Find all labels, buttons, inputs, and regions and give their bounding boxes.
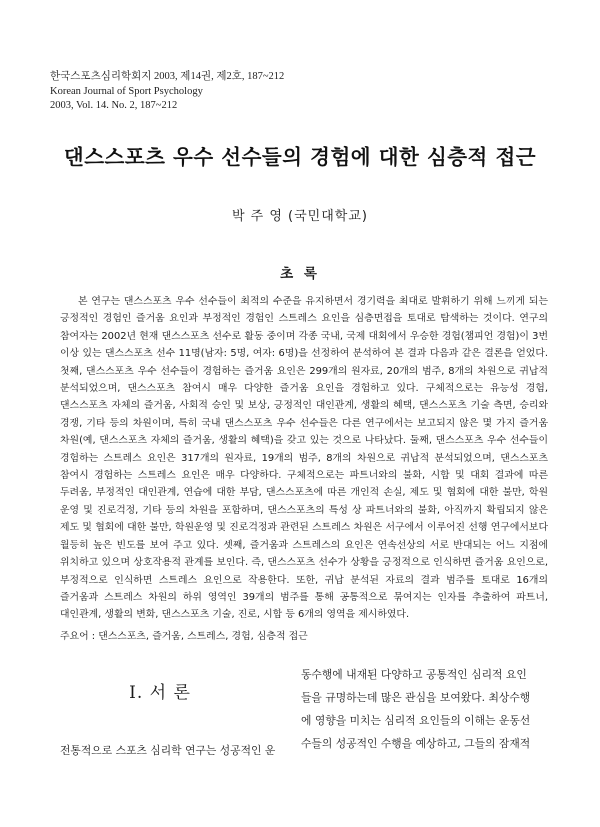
journal-volume-info: 2003, Vol. 14. No. 2, 187~212 bbox=[50, 100, 178, 111]
intro-line: 수들의 성공적인 수행을 예상하고, 그들의 잠재적 bbox=[301, 737, 531, 750]
author-affiliation: 박 주 영 (국민대학교) bbox=[231, 209, 368, 224]
journal-citation-korean: 한국스포츠심리학회지 2003, 제14권, 제2호, 187~212 bbox=[50, 71, 285, 82]
paper-title: 댄스스포츠 우수 선수들의 경험에 대한 심층적 접근 bbox=[63, 145, 537, 169]
abstract-body: 본 연구는 댄스스포츠 우수 선수들이 최적의 수준을 유지하면서 경기력을 최대로 발휘하기 위해 느끼게 되는 긍정적인 경험인 즐거움 요인과 부정적인 경험인 스트레스 요인을 심층면접을 토대로 탐색하는 것이다. 연구의 참여자는 2002년 현재 댄스스포츠 선수로 활동 중이며 각종 국내, 국제 대회에서 우승한 경험(챔피언 경험)이 3번 이상 있는 댄스스포츠 선수 11명(남자: 5명, 여자: 6명)을 선정하여 분석하여 본 결과 다음과 같은 결론을 얻었다. 첫째, 댄스스포츠 우수 선수들이 경험하는 즐거움 요인은 299개의 원자료, 20개의 범주, 8개의 차원으로 귀납적 분석되었으며, 댄스스포츠 참여시 매우 다양한 즐거움 요인을 경험하고 있다. 구체적으로는 유능성 경험, 댄스스포츠 자체의 즐거움, 사회적 승인 및 보상, 긍정적인 대인관계, 생활의 혜택, 댄스스포츠 기술 측면, 승리와 경쟁, 기타 등의 차원이며, 특히 국내 댄스스포츠 우수 선수들은 다른 연구에서는 보고되지 않은 몇 가지 즐거움 차원(예, 댄스스포츠 자체의 즐거움, 생활의 혜택)을 갖고 있는 것으로 나타났다. 둘째, 댄스스포츠 우수 선수들이 경험하는 스트레스 요인은 317개의 원자료, 19개의 범주, 8개의 차원으로 귀납적 분석되었으며, 댄스스포츠 참여시 경험하는 스트레스 요인은 매우 다양하다. 구체적으로는 파트너와의 불화, 시합 및 대회 결과에 따른 두려움, 부정적인 대인관계, 연습에 대한 부담, 댄스스포츠에 따른 개인적 손실, 제도 및 협회에 대한 불만, 학원 운영 및 진로걱정, 기타 등의 차원을 포함하며, 댄스스포츠의 특성 상 파트너와의 불화, 아직까지 확립되지 않은 제도 및 협회에 대한 불만, 학원운영 및 진로걱정과 관련된 스트레스 차원은 서구에서 이루어진 선행 연구에서보다 월등히 높은 빈도를 보여 주고 있다. 셋째, 즐거움과 스트레스의 요인은 연속선상의 서로 반대되는 어느 지점에 위치하고 있으며 상호작용적 관계를 보인다. 즉, 댄스스포츠 선수가 상황을 긍정적으로 인식하면 즐거움 요인으로, 부정적으로 인식하면 스트레스 요인으로 작용한다. 또한, 귀납 분석된 자료의 결과 범주를 토대로 16개의 즐거움과 스트레스 차원의 하위 영역인 39개의 범주를 통해 공통적으로 묶여지는 인자를 추출하여 파트너, 대인관계, 생활의 변화, 댄스스포츠 기술, 진로, 시합 등 6개의 영역을 제시하였다. bbox=[60, 296, 548, 621]
journal-name-english: Korean Journal of Sport Psychology bbox=[50, 85, 203, 97]
intro-line: 동수행에 내재된 다양하고 공통적인 심리적 요인 bbox=[301, 668, 527, 681]
keywords: 주요어 : 댄스스포츠, 즐거움, 스트레스, 경험, 심층적 접근 bbox=[60, 631, 308, 642]
section-heading-introduction: Ⅰ. 서 론 bbox=[129, 683, 191, 703]
intro-line: 들을 규명하는데 많은 관심을 보여왔다. 최상수행 bbox=[301, 691, 531, 704]
journal-header bbox=[50, 70, 284, 114]
intro-right-column bbox=[301, 663, 549, 755]
abstract-heading: 초 록 bbox=[280, 266, 320, 282]
intro-line: 에 영향을 미치는 심리적 요인들의 이해는 운동선 bbox=[301, 714, 531, 727]
intro-left-column: 전통적으로 스포츠 심리학 연구는 성공적인 운 bbox=[60, 744, 276, 757]
